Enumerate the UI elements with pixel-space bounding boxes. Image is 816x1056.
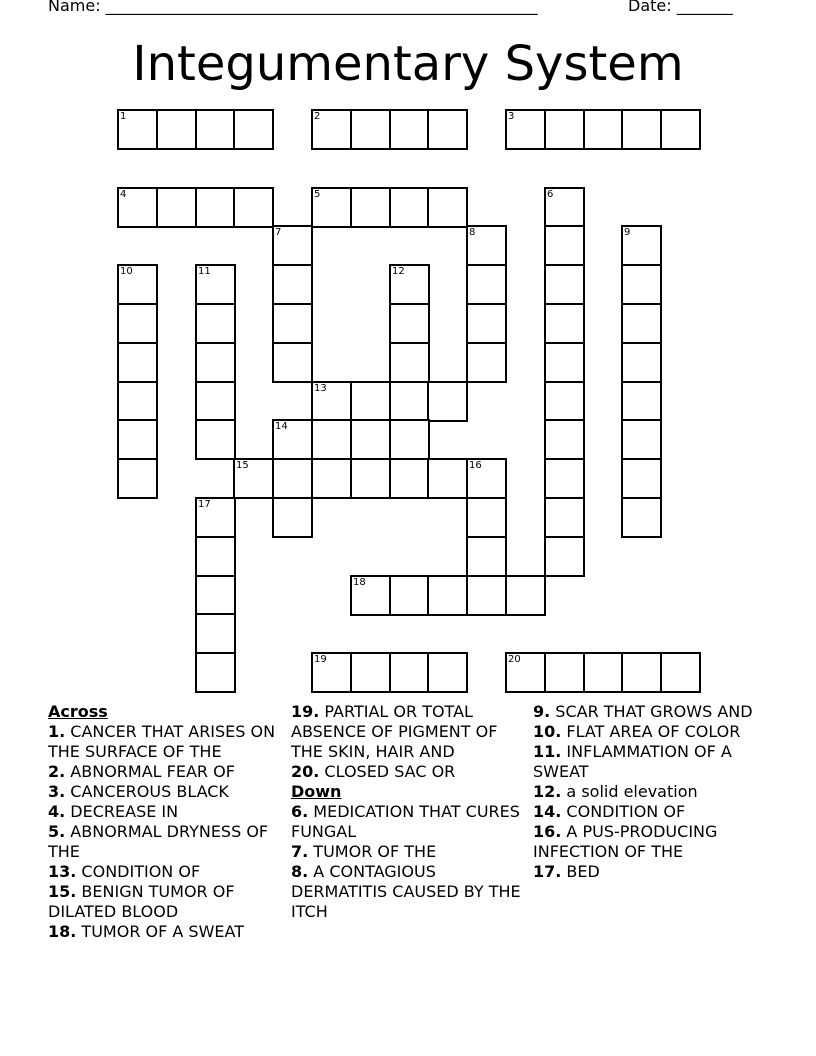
crossword-cell[interactable] [272,497,313,538]
crossword-cell[interactable] [350,652,391,693]
crossword-cell[interactable] [195,381,236,422]
crossword-cell[interactable] [311,458,352,499]
crossword-cell[interactable] [156,109,197,150]
crossword-cell[interactable] [195,303,236,344]
crossword-cell[interactable] [544,109,585,150]
crossword-cell[interactable] [233,458,274,499]
clue-text: TUMOR OF THE [308,842,437,861]
crossword-cell[interactable] [389,575,430,616]
crossword-cell[interactable] [311,381,352,422]
crossword-cell[interactable] [117,264,158,305]
crossword-cell[interactable] [544,264,585,305]
crossword-cell[interactable] [311,652,352,693]
crossword-cell[interactable] [621,109,662,150]
clue-text: A PUS-PRODUCING INFECTION OF THE [533,822,718,861]
crossword-cell[interactable] [505,652,546,693]
crossword-cell[interactable] [544,497,585,538]
cell-number: 15 [236,460,249,471]
crossword-cell[interactable] [544,187,585,228]
name-field-label[interactable]: Name: ______________________________________________________ [48,0,538,15]
clue-item [533,702,765,722]
clue-text: A CONTAGIOUS DERMATITIS CAUSED BY THE ITCH [291,862,521,921]
crossword-cell[interactable] [350,458,391,499]
cell-number: 5 [314,189,321,200]
crossword-cell[interactable] [389,419,430,460]
crossword-cell[interactable] [350,419,391,460]
cell-number: 12 [392,266,405,277]
clue-number: 5. [48,822,66,841]
crossword-cell[interactable] [427,381,468,422]
crossword-cell[interactable] [621,458,662,499]
clue-text: a solid elevation [561,782,698,801]
crossword-cell[interactable] [389,381,430,422]
clue-text: SCAR THAT GROWS AND [550,702,753,721]
crossword-cell[interactable] [272,458,313,499]
clue-item [533,822,765,862]
clue-text: CANCEROUS BLACK [65,782,229,801]
crossword-cell[interactable] [505,575,546,616]
clue-number: 6. [291,802,309,821]
clue-item [48,822,280,862]
clue-text: MEDICATION THAT CURES FUNGAL [291,802,520,841]
clue-item [48,722,280,762]
clue-item [533,782,765,802]
crossword-cell[interactable] [544,303,585,344]
crossword-cell[interactable] [195,264,236,305]
crossword-cell[interactable] [427,187,468,228]
clue-number: 15. [48,882,77,901]
clue-number: 2. [48,762,66,781]
crossword-cell[interactable] [389,652,430,693]
clue-text: CONDITION OF [561,802,686,821]
crossword-cell[interactable] [621,303,662,344]
crossword-cell[interactable] [350,109,391,150]
clue-item [291,762,523,782]
clue-number: 18. [48,922,77,941]
crossword-cell[interactable] [272,419,313,460]
crossword-cell[interactable] [389,303,430,344]
crossword-cell[interactable] [544,381,585,422]
crossword-cell[interactable] [195,187,236,228]
clue-text: BED [561,862,600,881]
crossword-cell[interactable] [195,575,236,616]
clue-number: 8. [291,862,309,881]
crossword-cell[interactable] [544,225,585,266]
clue-text: CANCER THAT ARISES ON THE SURFACE OF THE [48,722,276,761]
date-field-label[interactable]: Date: _______ [628,0,733,15]
crossword-cell[interactable] [350,575,391,616]
crossword-cell[interactable] [621,225,662,266]
crossword-cell[interactable] [621,264,662,305]
clue-text: TUMOR OF A SWEAT [76,922,244,941]
crossword-cell[interactable] [544,458,585,499]
crossword-cell[interactable] [389,458,430,499]
cell-number: 2 [314,111,321,122]
clue-text: BENIGN TUMOR OF DILATED BLOOD [48,882,235,921]
crossword-cell[interactable] [389,264,430,305]
crossword-cell[interactable] [466,458,507,499]
crossword-cell[interactable] [350,187,391,228]
crossword-cell[interactable] [389,187,430,228]
clue-item [48,862,280,882]
cell-number: 1 [120,111,127,122]
crossword-cell[interactable] [427,109,468,150]
clue-column-3 [533,702,765,882]
clue-item [533,742,765,782]
crossword-cell[interactable] [195,536,236,577]
crossword-cell[interactable] [660,652,701,693]
clue-number: 17. [533,862,562,881]
cell-number: 3 [508,111,515,122]
clue-number: 3. [48,782,66,801]
clue-number: 1. [48,722,66,741]
clue-item [48,802,280,822]
crossword-cell[interactable] [389,109,430,150]
cell-number: 7 [275,227,282,238]
clue-number: 11. [533,742,562,761]
crossword-cell[interactable] [195,613,236,654]
clue-item [48,762,280,782]
clue-text: PARTIAL OR TOTAL ABSENCE OF PIGMENT OF THE SKIN, HAIR AND [291,702,498,761]
clue-text: ABNORMAL DRYNESS OF THE [48,822,269,861]
crossword-cell[interactable] [272,264,313,305]
clue-number: 20. [291,762,320,781]
crossword-cell[interactable] [544,652,585,693]
clue-number: 10. [533,722,562,741]
crossword-cell[interactable] [544,536,585,577]
crossword-cell[interactable] [117,458,158,499]
crossword-cell[interactable] [117,109,158,150]
clue-number: 19. [291,702,320,721]
clue-item [291,862,523,922]
crossword-cell[interactable] [621,381,662,422]
clue-text: INFLAMMATION OF A SWEAT [533,742,732,781]
cell-number: 10 [120,266,133,277]
clue-item [48,782,280,802]
clue-number: 13. [48,862,77,881]
crossword-cell[interactable] [621,342,662,383]
clue-number: 9. [533,702,551,721]
crossword-cell[interactable] [272,225,313,266]
clue-item [533,802,765,822]
clue-item [533,862,765,882]
page-title: Integumentary System [132,36,684,92]
clue-item [291,802,523,842]
cell-number: 19 [314,654,327,665]
crossword-cell[interactable] [311,109,352,150]
crossword-cell[interactable] [544,419,585,460]
crossword-cell[interactable] [117,303,158,344]
crossword-cell[interactable] [389,342,430,383]
crossword-cell[interactable] [621,419,662,460]
crossword-cell[interactable] [427,652,468,693]
crossword-cell[interactable] [583,652,624,693]
crossword-cell[interactable] [117,419,158,460]
clue-text: ABNORMAL FEAR OF [65,762,235,781]
crossword-cell[interactable] [195,342,236,383]
clue-number: 4. [48,802,66,821]
crossword-cell[interactable] [466,264,507,305]
cell-number: 11 [198,266,211,277]
crossword-cell[interactable] [621,497,662,538]
clue-item [48,922,280,942]
cell-number: 9 [624,227,631,238]
clue-item [291,702,523,762]
clue-item [48,882,280,922]
crossword-cell[interactable] [117,342,158,383]
crossword-cell[interactable] [156,187,197,228]
cell-number: 17 [198,499,211,510]
crossword-cell[interactable] [583,109,624,150]
clue-column-1 [48,702,280,942]
crossword-cell[interactable] [272,342,313,383]
cell-number: 14 [275,421,288,432]
crossword-cell[interactable] [117,187,158,228]
clue-list [48,702,776,962]
crossword-cell[interactable] [466,497,507,538]
clue-column-2 [291,702,523,922]
clue-item [533,722,765,742]
clue-number: 14. [533,802,562,821]
clue-section-heading: Down [291,782,342,801]
crossword-cell[interactable] [505,109,546,150]
clue-number: 16. [533,822,562,841]
crossword-cell[interactable] [466,225,507,266]
crossword-cell[interactable] [466,342,507,383]
crossword-cell[interactable] [195,652,236,693]
clue-text: CONDITION OF [76,862,201,881]
clue-item [291,842,523,862]
crossword-cell[interactable] [350,381,391,422]
cell-number: 18 [353,577,366,588]
crossword-cell[interactable] [195,109,236,150]
clue-text: DECREASE IN [65,802,179,821]
crossword-cell[interactable] [195,419,236,460]
clue-text: CLOSED SAC OR [319,762,456,781]
crossword-cell[interactable] [272,303,313,344]
cell-number: 8 [469,227,476,238]
cell-number: 20 [508,654,521,665]
crossword-cell[interactable] [427,458,468,499]
cell-number: 16 [469,460,482,471]
crossword-cell[interactable] [660,109,701,150]
crossword-cell[interactable] [466,303,507,344]
crossword-cell[interactable] [311,419,352,460]
crossword-cell[interactable] [427,575,468,616]
crossword-cell[interactable] [311,187,352,228]
crossword-cell[interactable] [466,575,507,616]
crossword-cell[interactable] [195,497,236,538]
clue-number: 12. [533,782,562,801]
clue-text: FLAT AREA OF COLOR [561,722,741,741]
cell-number: 6 [547,189,554,200]
crossword-cell[interactable] [117,381,158,422]
crossword-cell[interactable] [621,652,662,693]
cell-number: 13 [314,383,327,394]
clue-number: 7. [291,842,309,861]
crossword-cell[interactable] [233,109,274,150]
crossword-cell[interactable] [544,342,585,383]
crossword-cell[interactable] [466,536,507,577]
cell-number: 4 [120,189,127,200]
crossword-cell[interactable] [233,187,274,228]
clue-section-heading: Across [48,702,108,721]
